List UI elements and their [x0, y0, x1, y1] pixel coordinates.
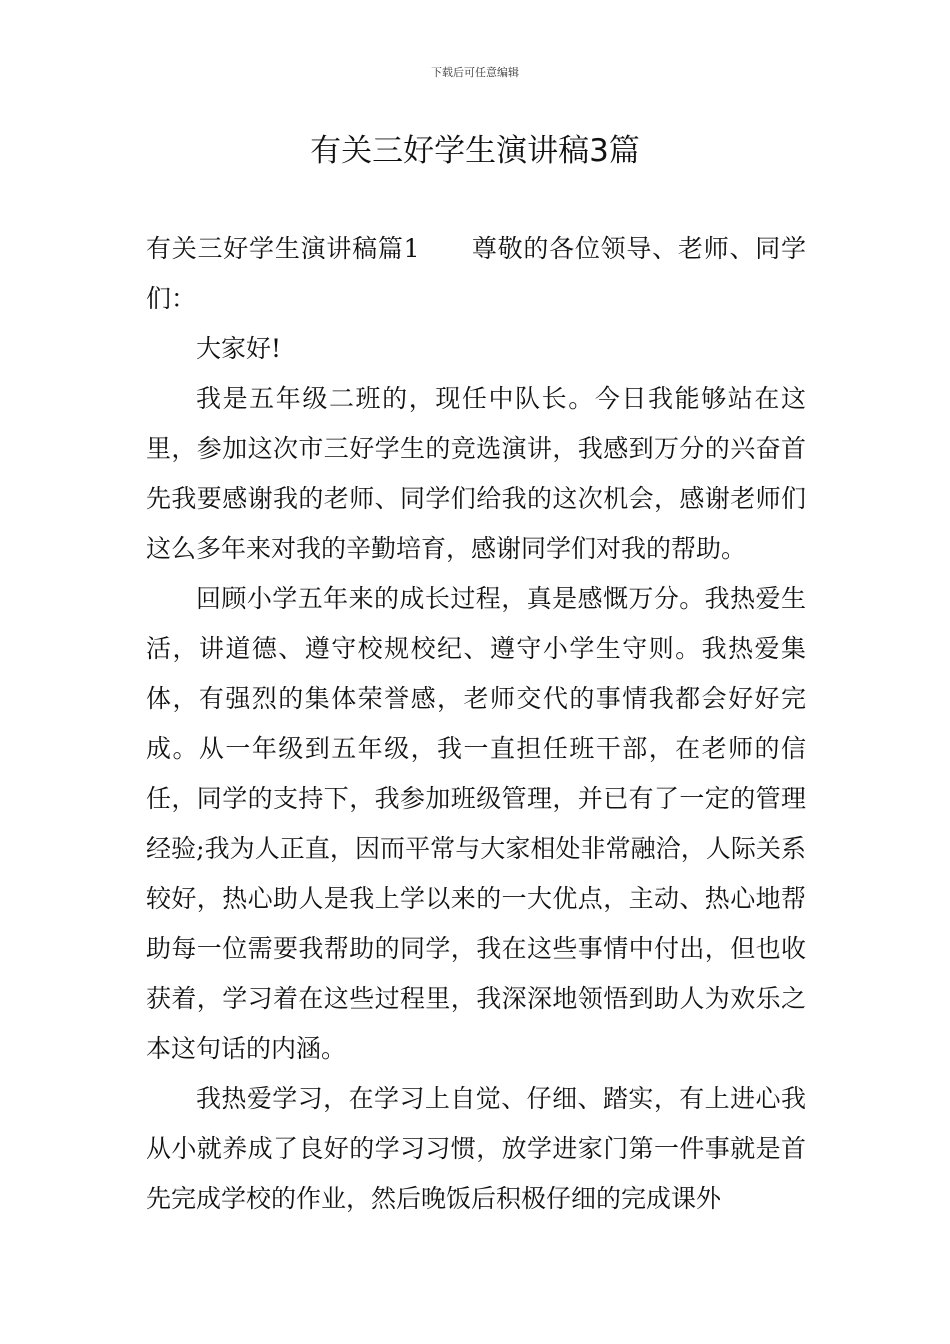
paragraph-intro: 有关三好学生演讲稿篇1 尊敬的各位领导、老师、同学们：: [146, 234, 806, 313]
paragraph-self-introduction: 我是五年级二班的，现任中队长。今日我能够站在这里，参加这次市三好学生的竞选演讲，我感到万分的兴奋首先我要感谢我的老师、同学们给我的这次机会，感谢老师们这么多年来对我的辛勤培育，感谢同学们对我的帮助。: [146, 384, 806, 563]
document-title: 有关三好学生演讲稿3篇: [310, 133, 640, 169]
header-note: 下载后可任意编辑: [431, 66, 519, 79]
paragraph-greeting: 大家好!: [196, 334, 282, 363]
paragraph-study-habits: 我热爱学习，在学习上自觉、仔细、踏实，有上进心我从小就养成了良好的学习习惯，放学进家门第一件事就是首先完成学校的作业，然后晚饭后积极仔细的完成课外: [146, 1084, 806, 1213]
document-body: [146, 224, 806, 1224]
paragraph-growth-review: 回顾小学五年来的成长过程，真是感慨万分。我热爱生活，讲道德、遵守校规校纪、遵守小学生守则。我热爱集体，有强烈的集体荣誉感，老师交代的事情我都会好好完成。从一年级到五年级，我一直担任班干部，在老师的信任，同学的支持下，我参加班级管理，并已有了一定的管理经验;我为人正直，因而平常与大家相处非常融洽，人际关系较好，热心助人是我上学以来的一大优点，主动、热心地帮助每一位需要我帮助的同学，我在这些事情中付出，但也收获着，学习着在这些过程里，我深深地领悟到助人为欢乐之本这句话的内涵。: [146, 584, 806, 1063]
